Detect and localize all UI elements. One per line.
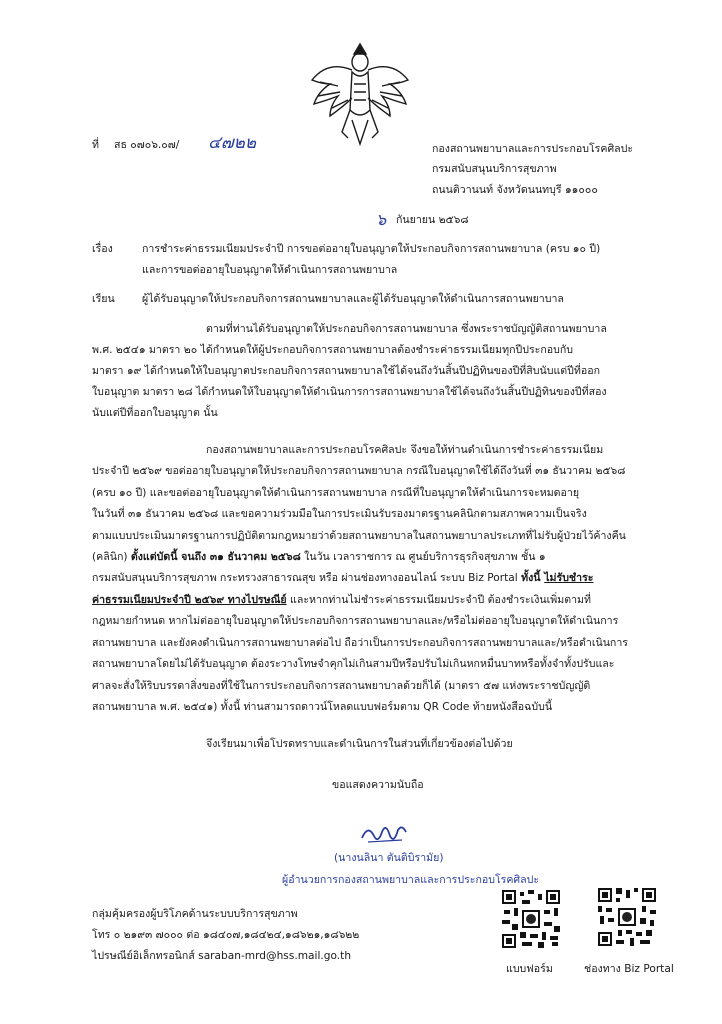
qr-code-icon[interactable] xyxy=(500,888,562,950)
para2-text: กรมสนับสนุนบริการสุขภาพ กระทรวงสาธารณสุข หรือ ผ่านช่องทางออนไลน์ ระบบ Biz Portal xyxy=(92,572,522,584)
para2-line: สถานพยาบาล และยังคงดำเนินการสถานพยาบาลต่อไป ถือว่าเป็นการประกอบกิจการสถานพยาบาลและ/หรือดำเนินการ xyxy=(92,637,628,649)
no-postal-payment-text: ไม่รับชำระ xyxy=(544,572,594,584)
qr-label-form: แบบฟอร์ม xyxy=(506,963,553,975)
footer-phone: โทร ๐ ๒๑๙๓ ๗๐๐๐ ต่อ ๑๘๔๐๗,๑๘๔๒๔,๑๘๖๒๑,๑๘๖๒๒ xyxy=(92,929,360,941)
para2-line: ประจำปี ๒๕๖๙ ขอต่ออายุใบอนุญาตให้ประกอบกิจการสถานพยาบาล กรณีใบอนุญาตใช้ได้ถึงวันที่ ๓๑ ธันวาคม ๒๕๖๘ xyxy=(92,465,626,477)
para2-line: กองสถานพยาบาลและการประกอบโรคศิลปะ จึงขอให้ท่านดำเนินการชำระค่าธรรมเนียม xyxy=(206,444,604,456)
para1-line: ใบอนุญาต มาตรา ๒๘ ได้กำหนดให้ใบอนุญาตให้ดำเนินการการสถานพยาบาลใช้ได้จนถึงวันสิ้นปีปฏิทินของปีที่สอง xyxy=(92,386,607,398)
para2-line: (ครบ ๑๐ ปี) และขอต่ออายุใบอนุญาตให้ดำเนินการสถานพยาบาล กรณีที่ใบอนุญาตให้ดำเนินการจะหมดอายุ xyxy=(92,487,580,499)
doc-date: กันยายน ๒๕๖๘ xyxy=(396,214,469,226)
to-text: ผู้ได้รับอนุญาตให้ประกอบกิจการสถานพยาบาลและผู้ได้รับอนุญาตให้ดำเนินการสถานพยาบาล xyxy=(142,293,564,305)
deadline-text: ตั้งแต่บัดนี้ จนถึง ๓๑ ธันวาคม ๒๕๖๘ xyxy=(130,551,301,563)
para1-line: ตามที่ท่านได้รับอนุญาตให้ประกอบกิจการสถานพยาบาล ซึ่งพระราชบัญญัติสถานพยาบาล xyxy=(206,323,607,335)
sender-line-3: ถนนติวานนท์ จังหวัดนนทบุรี ๑๑๐๐๐ xyxy=(432,184,598,196)
para2-text: (คลินิก) xyxy=(92,551,131,563)
footer-email: ไปรษณีย์อิเล็กทรอนิกส์ saraban-mrd@hss.mail.go.th xyxy=(92,950,352,962)
emphasis-text: ทั้งนี้ xyxy=(521,572,545,584)
signature-icon xyxy=(358,818,410,848)
para2-text: ในวัน เวลาราชการ ณ ศูนย์บริการธุรกิจสุขภาพ ชั้น ๑ xyxy=(300,551,546,563)
sender-line-1: กองสถานพยาบาลและการประกอบโรคศิลปะ xyxy=(432,143,634,155)
qr-label-biz-portal: ช่องทาง Biz Portal xyxy=(584,963,674,975)
sender-line-2: กรมสนับสนุนบริการสุขภาพ xyxy=(432,163,557,175)
date-day-handwritten: ๖ xyxy=(376,210,387,229)
para2-line xyxy=(92,572,593,585)
para1-line: นับแต่ปีที่ออกใบอนุญาต นั้น xyxy=(92,407,218,419)
para2-text: และหากท่านไม่ชำระค่าธรรมเนียมประจำปี ต้องชำระเงินเพิ่มตามที่ xyxy=(286,594,591,606)
subject-line-2: และการขอต่ออายุใบอนุญาตให้ดำเนินการสถานพยาบาล xyxy=(142,264,398,276)
doc-ref-number: สธ ๐๗๐๖.๐๗/ xyxy=(114,139,180,151)
no-postal-payment-text: ค่าธรรมเนียมประจำปี ๒๕๖๙ ทางไปรษณีย์ xyxy=(92,594,287,606)
subject-label: เรื่อง xyxy=(92,243,113,255)
garuda-emblem-icon xyxy=(308,40,412,148)
para2-line: ตามแบบประเมินมาตรฐานการปฏิบัติตามกฎหมายว่าด้วยสถานพยาบาลในสถานพยาบาลประเภทที่ไม่รับผู้ป่วยไว้ค้างคืน xyxy=(92,530,626,542)
para2-line: ในวันที่ ๓๑ ธันวาคม ๒๕๖๘ และขอความร่วมมือในการประเมินรับรองมาตรฐานคลินิกตามสภาพความเป็นจริง xyxy=(92,508,587,520)
signer-name: (นางนลินา ตันติบิรามัย) xyxy=(334,852,444,864)
closing-regards: ขอแสดงความนับถือ xyxy=(332,779,424,791)
closing-line: จึงเรียนมาเพื่อโปรดทราบและดำเนินการในส่วนที่เกี่ยวข้องต่อไปด้วย xyxy=(206,738,513,750)
doc-ref-handwritten: ๔๗๒๒ xyxy=(208,133,257,153)
to-label: เรียน xyxy=(92,293,115,305)
para2-line: สถานพยาบาลโดยไม่ได้รับอนุญาต ต้องระวางโทษจำคุกไม่เกินสามปีหรือปรับไม่เกินหกหมื่นบาทหรือทั้งจำทั้งปรับและ xyxy=(92,658,615,670)
para2-line: สถานพยาบาล พ.ศ. ๒๕๔๑) ทั้งนี้ ท่านสามารถดาวน์โหลดแบบฟอร์มตาม QR Code ท้ายหนังสือฉบับนี้ xyxy=(92,701,553,713)
para2-line: ศาลจะสั่งให้ริบบรรดาสิ่งของที่ใช้ในการประกอบกิจการสถานพยาบาลด้วยก็ได้ (มาตรา ๕๗ แห่งพระราชบัญญัติ xyxy=(92,680,591,692)
qr-code-icon[interactable] xyxy=(596,886,658,948)
para1-line: มาตรา ๑๙ ได้กำหนดให้ใบอนุญาตประกอบกิจการสถานพยาบาลใช้ได้จนถึงวันสิ้นปีปฏิทินของปีที่สิบนับแต่ปีที่ออก xyxy=(92,365,600,377)
footer-dept: กลุ่มคุ้มครองผู้บริโภคด้านระบบบริการสุขภาพ xyxy=(92,908,298,920)
signer-title: ผู้อำนวยการกองสถานพยาบาลและการประกอบโรคศิลปะ xyxy=(282,874,540,886)
subject-line-1: การชำระค่าธรรมเนียมประจำปี การขอต่ออายุใบอนุญาตให้ประกอบกิจการสถานพยาบาล (ครบ ๑๐ ปี) xyxy=(142,243,601,255)
para2-line: กฎหมายกำหนด หากไม่ต่ออายุใบอนุญาตให้ประกอบกิจการสถานพยาบาลและ/หรือไม่ต่ออายุใบอนุญาตให้ดำเนินการ xyxy=(92,615,619,627)
para2-line xyxy=(92,551,546,564)
para1-line: พ.ศ. ๒๕๔๑ มาตรา ๒๐ ได้กำหนดให้ผู้ประกอบกิจการสถานพยาบาลต้องชำระค่าธรรมเนียมทุกปีประกอบกับ xyxy=(92,344,573,356)
para2-line xyxy=(92,594,591,607)
doc-ref-label: ที่ xyxy=(92,139,99,151)
